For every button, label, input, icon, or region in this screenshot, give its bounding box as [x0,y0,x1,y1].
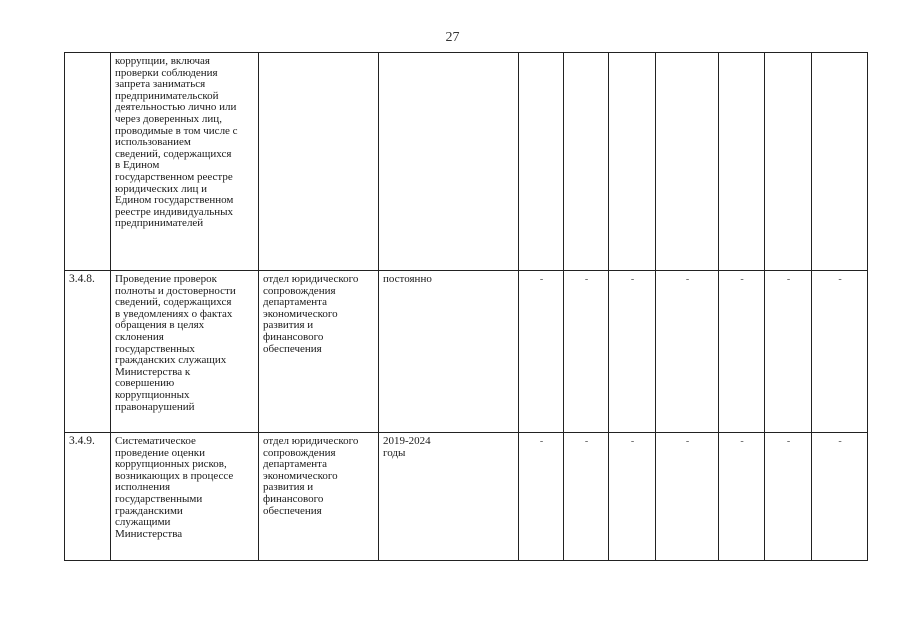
value-cell: - [564,433,609,561]
value-cell: - [656,271,719,433]
value-cell: - [519,271,564,433]
value-cell [765,53,812,271]
executor-cell: отдел юридического сопровождения департамента экономического развития и финансового обеспечения [259,271,379,433]
value-cell [812,53,868,271]
measure-description: коррупции, включая проверки соблюдения запрета заниматься предпринимательской деятельностью лично или через доверенных лиц, проводимые в том числе с использованием сведений, содержащихся в Едином государственном реестре юридических лиц и Едином государственном реестре индивидуальных предпринимателей [111,53,259,271]
value-cell: - [609,433,656,561]
value-cell: - [812,433,868,561]
measure-description: Проведение проверок полноты и достоверности сведений, содержащихся в уведомлениях о фактах обращения в целях склонения государственных гражданских служащих Министерства к совершению коррупционных правонарушений [111,271,259,433]
value-cell: - [564,271,609,433]
value-cell [519,53,564,271]
value-cell: - [656,433,719,561]
value-cell: - [812,271,868,433]
value-cell: - [719,271,765,433]
term-cell: постоянно [379,271,519,433]
row-number [65,53,111,271]
measures-table [64,52,868,561]
term-cell: 2019-2024 годы [379,433,519,561]
value-cell [564,53,609,271]
measure-description: Систематическое проведение оценки коррупционных рисков, возникающих в процессе исполнения государственными гражданскими служащими Министерства [111,433,259,561]
table-row [65,433,868,561]
row-number: 3.4.8. [65,271,111,433]
value-cell [609,53,656,271]
value-cell: - [765,271,812,433]
term-cell [379,53,519,271]
row-number: 3.4.9. [65,433,111,561]
executor-cell: отдел юридического сопровождения департамента экономического развития и финансового обеспечения [259,433,379,561]
value-cell: - [719,433,765,561]
value-cell [719,53,765,271]
value-cell: - [519,433,564,561]
value-cell: - [609,271,656,433]
value-cell: - [765,433,812,561]
table-row [65,271,868,433]
executor-cell [259,53,379,271]
value-cell [656,53,719,271]
page-number: 27 [445,30,460,45]
table-row [65,53,868,271]
